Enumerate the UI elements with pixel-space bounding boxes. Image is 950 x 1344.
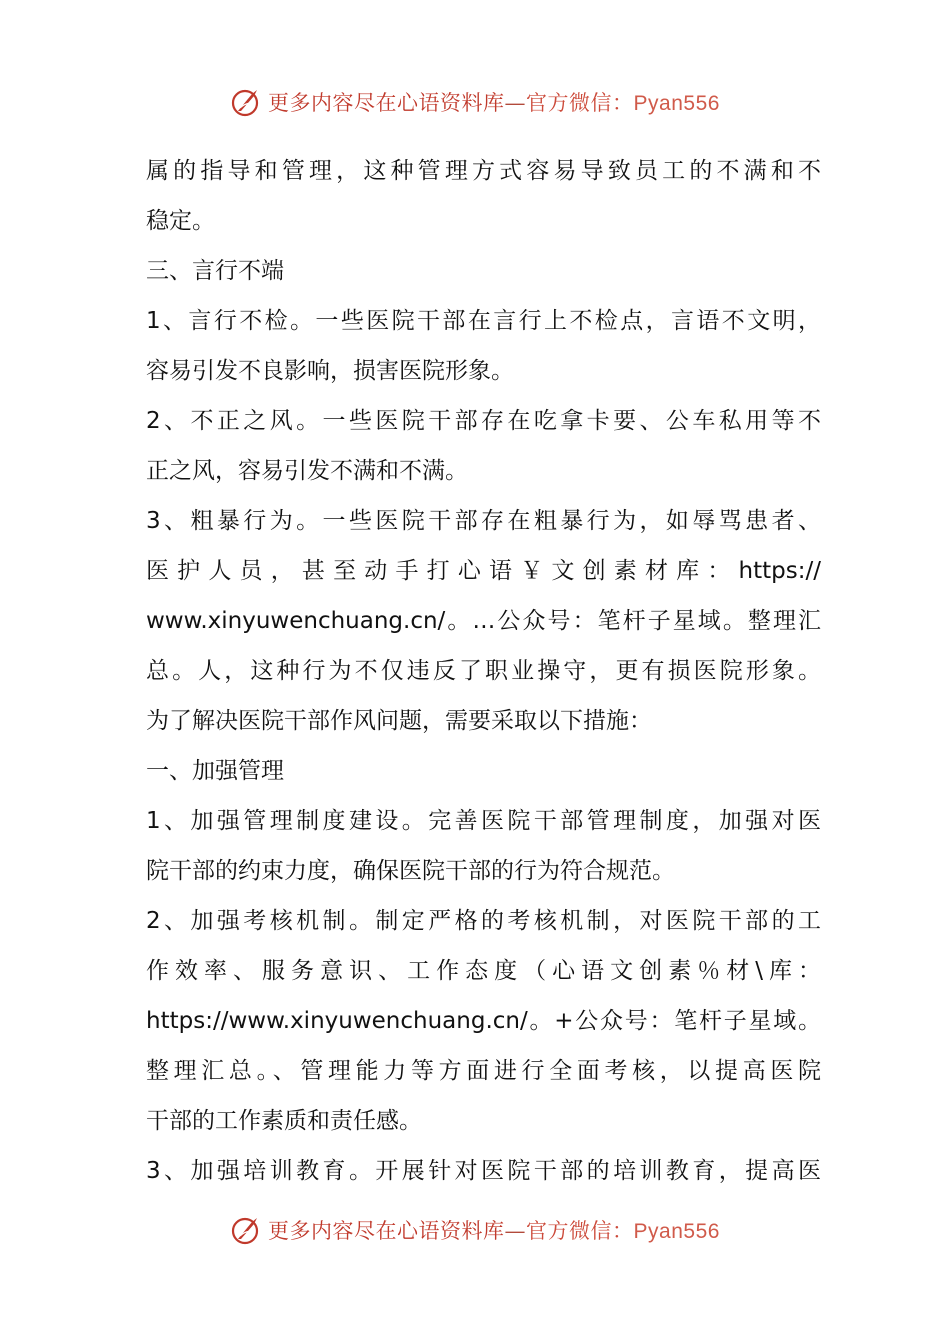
body-line: 干部的工作素质和责任感。 — [146, 1108, 422, 1134]
section-heading: 一、加强管理 — [146, 758, 284, 784]
body-line: 整理汇总。、管理能力等方面进行全面考核，以提高医院 — [146, 1058, 821, 1084]
footer-banner-text — [268, 1215, 720, 1245]
body-line: 稳定。 — [146, 208, 215, 234]
footer-banner-main: 更多内容尽在心语资料库 — [268, 1219, 505, 1243]
body-line: 2、加强考核机制。制定严格的考核机制，对医院干部的工 — [146, 908, 821, 934]
header-wechat-id: Pyan556 — [633, 92, 720, 115]
quill-logo-icon — [230, 1214, 262, 1246]
header-banner-dash: — — [504, 91, 527, 115]
body-line: 作效率、服务意识、工作态度（心语文创素％材\库： — [146, 958, 821, 984]
section-heading: 三、言行不端 — [146, 258, 284, 284]
body-line: 1、言行不检。一些医院干部在言行上不检点，言语不文明， — [146, 308, 821, 334]
body-line: www.xinyuwenchuang.cn/。…公众号：笔杆子星域。整理汇 — [146, 608, 821, 634]
header-banner-text — [268, 87, 720, 117]
footer-wechat-label: 官方微信： — [526, 1219, 634, 1243]
header-wechat-label: 官方微信： — [526, 91, 634, 115]
body-line: 总。人，这种行为不仅违反了职业操守，更有损医院形象。 — [146, 658, 821, 684]
body-line: 医护人员，甚至动手打心语￥文创素材库：https:// — [146, 558, 821, 584]
body-line: 3、粗暴行为。一些医院干部存在粗暴行为，如辱骂患者、 — [146, 508, 821, 534]
body-line: https://www.xinyuwenchuang.cn/。+公众号：笔杆子星域。 — [146, 1008, 821, 1034]
body-line: 2、不正之风。一些医院干部存在吃拿卡要、公车私用等不 — [146, 408, 821, 434]
body-line: 为了解决医院干部作风问题，需要采取以下措施： — [146, 708, 652, 734]
document-body — [146, 146, 821, 1196]
footer-wechat-id: Pyan556 — [633, 1220, 720, 1243]
header-banner-main: 更多内容尽在心语资料库 — [268, 91, 505, 115]
body-line: 3、加强培训教育。开展针对医院干部的培训教育，提高医 — [146, 1158, 821, 1184]
body-line: 院干部的约束力度，确保医院干部的行为符合规范。 — [146, 858, 675, 884]
footer-banner — [0, 1208, 950, 1252]
header-banner — [0, 80, 950, 124]
body-line: 1、加强管理制度建设。完善医院干部管理制度，加强对医 — [146, 808, 821, 834]
footer-banner-dash: — — [504, 1219, 527, 1243]
body-line: 容易引发不良影响，损害医院形象。 — [146, 358, 514, 384]
body-line: 属的指导和管理，这种管理方式容易导致员工的不满和不 — [146, 158, 821, 184]
quill-logo-icon — [230, 86, 262, 118]
body-line: 正之风，容易引发不满和不满。 — [146, 458, 468, 484]
